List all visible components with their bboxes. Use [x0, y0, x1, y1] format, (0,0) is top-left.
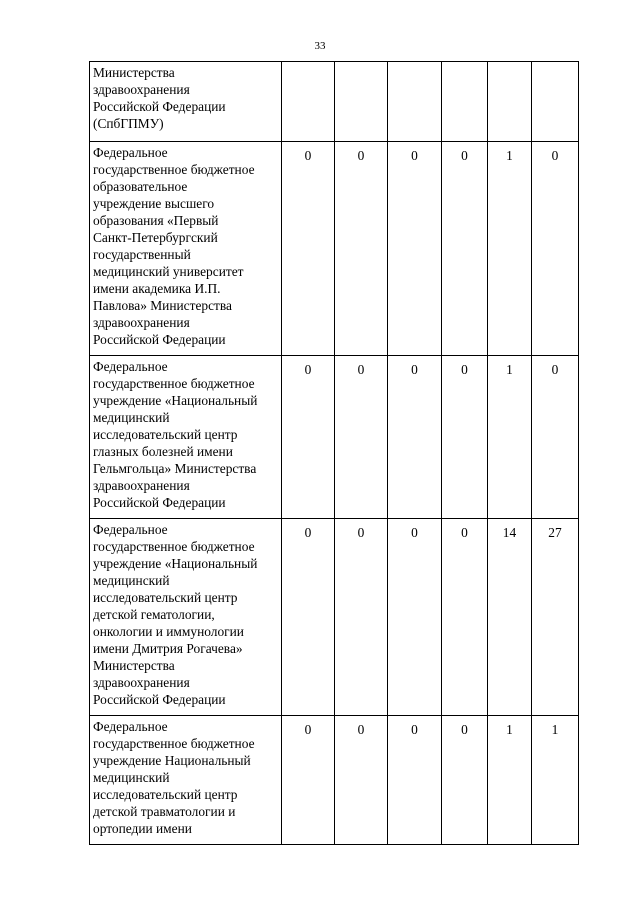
value-cell: 0: [388, 356, 442, 519]
value-cell: 1: [488, 716, 532, 845]
value-cell: 1: [488, 142, 532, 356]
value-cell: [388, 62, 442, 142]
value-cell: 0: [388, 519, 442, 716]
organization-name-cell: [90, 519, 282, 716]
table-row: [90, 142, 579, 356]
organization-name-cell: [90, 356, 282, 519]
value-cell: 0: [335, 356, 388, 519]
value-cell: 0: [282, 356, 335, 519]
organization-name-cell: [90, 716, 282, 845]
value-cell: 0: [282, 519, 335, 716]
value-cell: 0: [335, 519, 388, 716]
organization-name: Федеральное государственное бюджетное учреждение «Национальный медицинский исследовательский центр глазных болезней имени Гельмгольца» Министерства здравоохранения Российской Федерации: [93, 359, 258, 510]
value-cell: 1: [532, 716, 579, 845]
organization-name: Федеральное государственное бюджетное образовательное учреждение высшего образования «Первый Санкт-Петербургский государственный медицинский университет имени академика И.П. Павлова» Министерства здравоохранения Российской Федерации: [93, 145, 255, 347]
table-row: [90, 519, 579, 716]
value-cell: 27: [532, 519, 579, 716]
value-cell: 0: [442, 716, 488, 845]
table-row: [90, 716, 579, 845]
value-cell: 1: [488, 356, 532, 519]
value-cell: [442, 62, 488, 142]
value-cell: 0: [388, 142, 442, 356]
value-cell: 0: [335, 142, 388, 356]
value-cell: 0: [335, 716, 388, 845]
value-cell: 14: [488, 519, 532, 716]
data-table: [89, 61, 579, 845]
table-row: [90, 356, 579, 519]
value-cell: 0: [388, 716, 442, 845]
value-cell: 0: [442, 519, 488, 716]
organization-name: Министерства здравоохранения Российской Федерации (СпбГПМУ): [93, 65, 226, 131]
table-row: [90, 62, 579, 142]
value-cell: [488, 62, 532, 142]
value-cell: 0: [532, 356, 579, 519]
organization-name: Федеральное государственное бюджетное учреждение Национальный медицинский исследовательский центр детской травматологии и ортопедии имени: [93, 719, 255, 836]
value-cell: 0: [442, 142, 488, 356]
value-cell: 0: [532, 142, 579, 356]
value-cell: 0: [282, 716, 335, 845]
value-cell: [335, 62, 388, 142]
value-cell: [532, 62, 579, 142]
organization-name-cell: [90, 62, 282, 142]
page-number: 33: [314, 40, 326, 52]
organization-name: Федеральное государственное бюджетное учреждение «Национальный медицинский исследовательский центр детской гематологии, онкологии и иммунологии имени Дмитрия Рогачева» Министерства здравоохранения Российской Федерации: [93, 522, 258, 707]
value-cell: 0: [442, 356, 488, 519]
value-cell: [282, 62, 335, 142]
organization-name-cell: [90, 142, 282, 356]
value-cell: 0: [282, 142, 335, 356]
